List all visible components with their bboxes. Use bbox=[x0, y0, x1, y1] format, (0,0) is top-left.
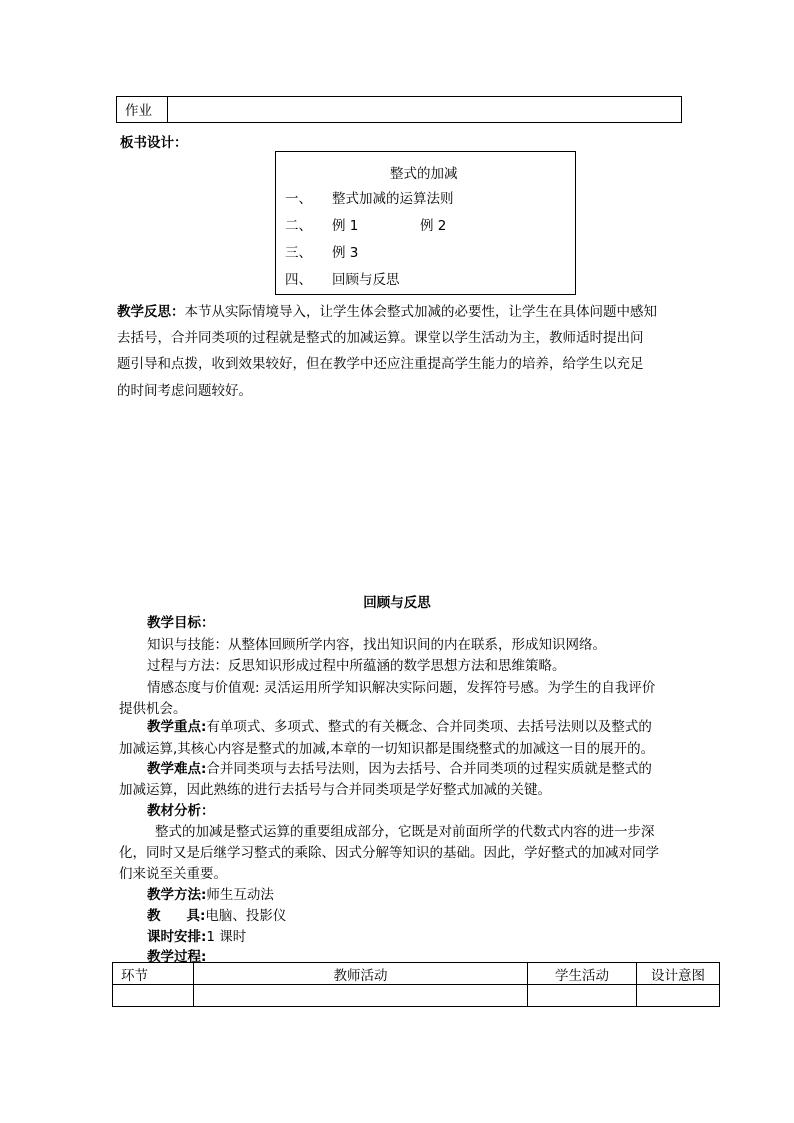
analysis-line: 整式的加减是整式运算的重要组成部分，它既是对前面所学的代数式内容的进一步深 bbox=[155, 824, 655, 840]
board-row-text: 例 1 bbox=[332, 218, 359, 234]
table-cell bbox=[528, 985, 637, 1007]
goals-label: 教学目标： bbox=[147, 615, 215, 631]
section-title: 回顾与反思 bbox=[363, 595, 431, 611]
tools-label: 具: bbox=[186, 908, 206, 924]
table-cell bbox=[194, 985, 528, 1007]
board-row-text: 例 3 bbox=[332, 245, 359, 261]
goal-line: 过程与方法：反思知识形成过程中所蕴涵的数学思想方法和思维策略。 bbox=[147, 658, 566, 674]
reflection-paragraph bbox=[117, 300, 677, 410]
process-label: 教学过程: bbox=[147, 949, 207, 965]
homework-label: 作业 bbox=[117, 97, 168, 122]
method-label: 教学方法: bbox=[147, 887, 207, 903]
header-cell: 设计意图 bbox=[637, 963, 720, 985]
reflection-line: 本节从实际情境导入，让学生体会整式加减的必要性，让学生在具体问题中感知 bbox=[184, 304, 657, 320]
key-points-label: 教学重点: bbox=[147, 719, 207, 735]
reflection-label: 教学反思： bbox=[117, 304, 185, 320]
board-row-text: 回顾与反思 bbox=[332, 272, 400, 288]
method-value: 师生互动法 bbox=[206, 887, 274, 903]
tools-label: 教 bbox=[147, 908, 161, 924]
table-cell bbox=[637, 985, 720, 1007]
board-title: 整式的加减 bbox=[390, 166, 458, 182]
board-design-box bbox=[275, 151, 576, 295]
table-row bbox=[113, 985, 720, 1007]
analysis-line: 化，同时又是后继学习整式的乘除、因式分解等知识的基础。因此，学好整式的加减对同学 bbox=[119, 845, 659, 861]
difficulty-text: 加减运算，因此熟练的进行去括号与合并同类项是学好整式加减的关键。 bbox=[119, 782, 551, 798]
header-cell: 环节 bbox=[113, 963, 194, 985]
reflection-line: 去括号，合并同类项的过程就是整式的加减运算。课堂以学生活动为主，教师适时提出问 bbox=[117, 330, 644, 346]
board-row-num: 三、 bbox=[285, 245, 312, 261]
board-row-num: 二、 bbox=[285, 218, 312, 234]
board-row-extra: 例 2 bbox=[420, 218, 447, 234]
key-points-text: 有单项式、多项式、整式的有关概念、合并同类项、去括号法则以及整式的 bbox=[206, 719, 652, 735]
hours-value: 1 课时 bbox=[206, 929, 247, 945]
reflection-line: 的时间考虑问题较好。 bbox=[117, 383, 252, 399]
header-cell: 教师活动 bbox=[194, 963, 528, 985]
difficulty-label: 教学难点: bbox=[147, 761, 207, 777]
homework-table bbox=[116, 96, 682, 123]
reflection-line: 题引导和点拨，收到效果较好，但在教学中还应注重提高学生能力的培养，给学生以充足 bbox=[117, 356, 644, 372]
goal-line: 知识与技能：从整体回顾所学内容，找出知识间的内在联系，形成知识网络。 bbox=[147, 637, 606, 653]
analysis-line: 们来说至关重要。 bbox=[119, 866, 227, 882]
header-cell: 学生活动 bbox=[528, 963, 637, 985]
process-table bbox=[112, 962, 720, 1007]
goal-line: 情感态度与价值观: 灵活运用所学知识解决实际问题，发挥符号感。为学生的自我评价 bbox=[147, 680, 656, 696]
key-points-text: 加减运算,其核心内容是整式的加减,本章的一切知识都是围绕整式的加减这一目的展开的。 bbox=[119, 741, 655, 757]
analysis-label: 教材分析： bbox=[147, 803, 215, 819]
table-row bbox=[113, 963, 720, 985]
difficulty-text: 合并同类项与去括号法则，因为去括号、合并同类项的过程实质就是整式的 bbox=[206, 761, 652, 777]
hours-label: 课时安排: bbox=[147, 929, 207, 945]
tools-value: 电脑、投影仪 bbox=[205, 908, 287, 924]
goal-line-cont: 提供机会。 bbox=[119, 701, 187, 717]
table-cell bbox=[113, 985, 194, 1007]
board-row-text: 整式加减的运算法则 bbox=[332, 191, 454, 207]
board-design-heading: 板书设计： bbox=[120, 135, 188, 151]
board-row-num: 四、 bbox=[285, 272, 312, 288]
board-row-num: 一、 bbox=[285, 191, 312, 207]
